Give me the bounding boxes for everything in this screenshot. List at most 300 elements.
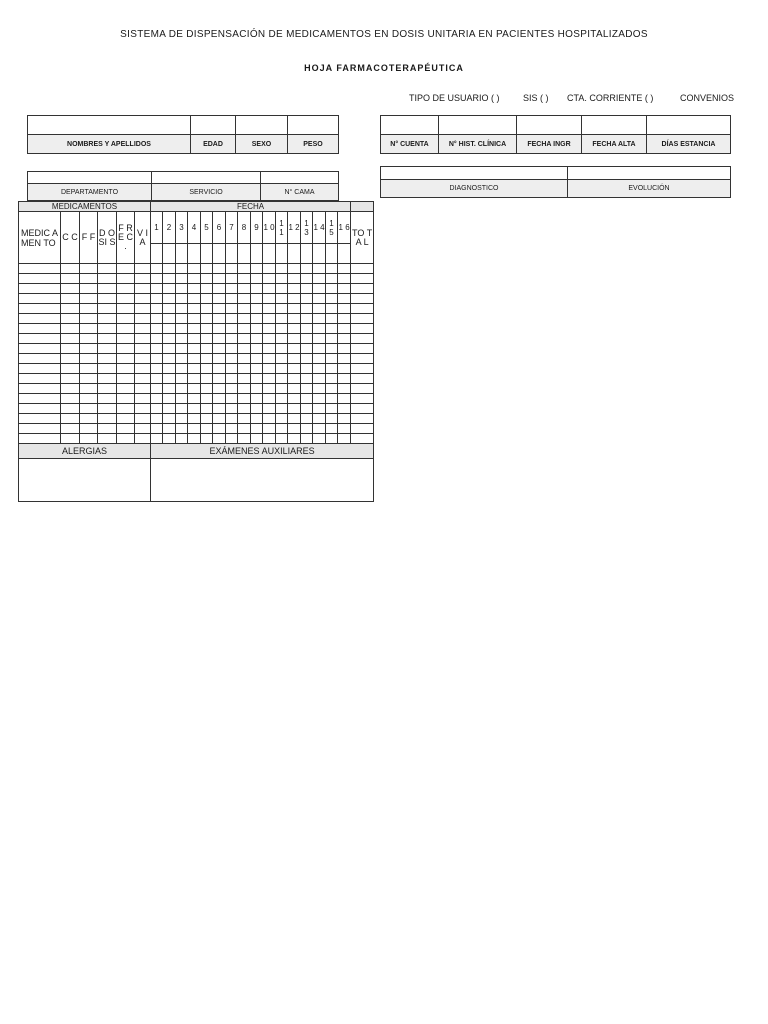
medication-cell[interactable] bbox=[61, 304, 80, 314]
medication-cell[interactable] bbox=[19, 424, 61, 434]
medication-cell[interactable] bbox=[226, 404, 238, 414]
medication-cell[interactable] bbox=[98, 434, 117, 444]
medication-cell[interactable] bbox=[238, 324, 251, 334]
medication-cell[interactable] bbox=[135, 344, 151, 354]
medication-cell[interactable] bbox=[117, 274, 135, 284]
medication-cell[interactable] bbox=[151, 354, 163, 364]
medication-cell[interactable] bbox=[188, 294, 201, 304]
medication-cell[interactable] bbox=[288, 424, 301, 434]
medication-cell[interactable] bbox=[151, 294, 163, 304]
medication-cell[interactable] bbox=[251, 284, 263, 294]
medication-cell[interactable] bbox=[338, 374, 351, 384]
medication-cell[interactable] bbox=[98, 344, 117, 354]
medication-cell[interactable] bbox=[326, 274, 338, 284]
medication-cell[interactable] bbox=[201, 414, 213, 424]
medication-cell[interactable] bbox=[226, 274, 238, 284]
medication-cell[interactable] bbox=[276, 344, 288, 354]
medication-cell[interactable] bbox=[288, 314, 301, 324]
medication-cell[interactable] bbox=[176, 374, 188, 384]
medication-cell[interactable] bbox=[313, 404, 326, 414]
medication-cell[interactable] bbox=[80, 354, 98, 364]
medication-cell[interactable] bbox=[351, 424, 374, 434]
medication-cell[interactable] bbox=[213, 434, 226, 444]
medication-cell[interactable] bbox=[251, 414, 263, 424]
medication-cell[interactable] bbox=[176, 384, 188, 394]
medication-cell[interactable] bbox=[176, 364, 188, 374]
medication-cell[interactable] bbox=[135, 314, 151, 324]
medication-cell[interactable] bbox=[251, 384, 263, 394]
medication-cell[interactable] bbox=[338, 404, 351, 414]
medication-cell[interactable] bbox=[19, 364, 61, 374]
medication-cell[interactable] bbox=[201, 294, 213, 304]
nombres-field[interactable] bbox=[28, 116, 191, 135]
medication-cell[interactable] bbox=[163, 414, 176, 424]
medication-cell[interactable] bbox=[176, 334, 188, 344]
medication-cell[interactable] bbox=[351, 404, 374, 414]
medication-cell[interactable] bbox=[263, 404, 276, 414]
medication-cell[interactable] bbox=[19, 394, 61, 404]
medication-cell[interactable] bbox=[326, 404, 338, 414]
medication-cell[interactable] bbox=[188, 284, 201, 294]
medication-cell[interactable] bbox=[226, 304, 238, 314]
medication-cell[interactable] bbox=[61, 314, 80, 324]
medication-cell[interactable] bbox=[263, 324, 276, 334]
medication-cell[interactable] bbox=[288, 344, 301, 354]
medication-cell[interactable] bbox=[213, 394, 226, 404]
medication-cell[interactable] bbox=[188, 414, 201, 424]
medication-cell[interactable] bbox=[201, 404, 213, 414]
medication-cell[interactable] bbox=[80, 264, 98, 274]
medication-cell[interactable] bbox=[80, 364, 98, 374]
medication-cell[interactable] bbox=[188, 434, 201, 444]
medication-cell[interactable] bbox=[61, 264, 80, 274]
medication-cell[interactable] bbox=[98, 364, 117, 374]
medication-cell[interactable] bbox=[313, 314, 326, 324]
medication-cell[interactable] bbox=[188, 264, 201, 274]
medication-cell[interactable] bbox=[276, 364, 288, 374]
medication-cell[interactable] bbox=[19, 374, 61, 384]
medication-cell[interactable] bbox=[135, 384, 151, 394]
medication-cell[interactable] bbox=[301, 404, 313, 414]
medication-cell[interactable] bbox=[351, 314, 374, 324]
medication-cell[interactable] bbox=[276, 264, 288, 274]
medication-cell[interactable] bbox=[213, 334, 226, 344]
medication-cell[interactable] bbox=[213, 314, 226, 324]
medication-cell[interactable] bbox=[151, 374, 163, 384]
medication-cell[interactable] bbox=[80, 404, 98, 414]
medication-cell[interactable] bbox=[117, 324, 135, 334]
medication-cell[interactable] bbox=[226, 414, 238, 424]
medication-cell[interactable] bbox=[117, 414, 135, 424]
medication-cell[interactable] bbox=[151, 284, 163, 294]
medication-cell[interactable] bbox=[338, 394, 351, 404]
medication-cell[interactable] bbox=[163, 394, 176, 404]
medication-cell[interactable] bbox=[326, 434, 338, 444]
medication-cell[interactable] bbox=[326, 294, 338, 304]
medication-cell[interactable] bbox=[301, 334, 313, 344]
medication-cell[interactable] bbox=[98, 314, 117, 324]
medication-cell[interactable] bbox=[238, 334, 251, 344]
medication-cell[interactable] bbox=[238, 264, 251, 274]
medication-cell[interactable] bbox=[98, 374, 117, 384]
medication-cell[interactable] bbox=[351, 374, 374, 384]
peso-field[interactable] bbox=[288, 116, 339, 135]
medication-cell[interactable] bbox=[176, 344, 188, 354]
medication-cell[interactable] bbox=[226, 284, 238, 294]
medication-cell[interactable] bbox=[19, 314, 61, 324]
medication-cell[interactable] bbox=[61, 334, 80, 344]
medication-cell[interactable] bbox=[226, 384, 238, 394]
medication-cell[interactable] bbox=[351, 334, 374, 344]
medication-cell[interactable] bbox=[301, 414, 313, 424]
day-blank-cell[interactable] bbox=[188, 244, 201, 264]
medication-cell[interactable] bbox=[301, 314, 313, 324]
medication-cell[interactable] bbox=[61, 384, 80, 394]
medication-cell[interactable] bbox=[263, 304, 276, 314]
medication-cell[interactable] bbox=[338, 384, 351, 394]
medication-cell[interactable] bbox=[176, 314, 188, 324]
medication-cell[interactable] bbox=[313, 344, 326, 354]
medication-cell[interactable] bbox=[326, 344, 338, 354]
day-blank-cell[interactable] bbox=[288, 244, 301, 264]
medication-cell[interactable] bbox=[61, 394, 80, 404]
medication-cell[interactable] bbox=[163, 364, 176, 374]
medication-cell[interactable] bbox=[19, 334, 61, 344]
medication-cell[interactable] bbox=[238, 274, 251, 284]
medication-cell[interactable] bbox=[251, 334, 263, 344]
medication-cell[interactable] bbox=[176, 424, 188, 434]
medication-cell[interactable] bbox=[98, 294, 117, 304]
medication-cell[interactable] bbox=[301, 274, 313, 284]
medication-cell[interactable] bbox=[351, 344, 374, 354]
medication-cell[interactable] bbox=[238, 404, 251, 414]
medication-cell[interactable] bbox=[213, 414, 226, 424]
medication-cell[interactable] bbox=[338, 324, 351, 334]
medication-cell[interactable] bbox=[151, 424, 163, 434]
medication-cell[interactable] bbox=[338, 294, 351, 304]
medication-cell[interactable] bbox=[117, 394, 135, 404]
medication-cell[interactable] bbox=[201, 284, 213, 294]
medication-cell[interactable] bbox=[238, 294, 251, 304]
medication-cell[interactable] bbox=[301, 434, 313, 444]
medication-cell[interactable] bbox=[263, 434, 276, 444]
day-blank-cell[interactable] bbox=[276, 244, 288, 264]
medication-cell[interactable] bbox=[288, 384, 301, 394]
medication-cell[interactable] bbox=[313, 304, 326, 314]
medication-cell[interactable] bbox=[251, 274, 263, 284]
medication-cell[interactable] bbox=[276, 294, 288, 304]
medication-cell[interactable] bbox=[313, 364, 326, 374]
medication-cell[interactable] bbox=[338, 274, 351, 284]
medication-cell[interactable] bbox=[163, 264, 176, 274]
medication-cell[interactable] bbox=[135, 394, 151, 404]
medication-cell[interactable] bbox=[98, 404, 117, 414]
medication-cell[interactable] bbox=[326, 334, 338, 344]
medication-cell[interactable] bbox=[19, 264, 61, 274]
medication-cell[interactable] bbox=[288, 404, 301, 414]
medication-cell[interactable] bbox=[288, 304, 301, 314]
medication-cell[interactable] bbox=[98, 264, 117, 274]
medication-cell[interactable] bbox=[238, 354, 251, 364]
medication-cell[interactable] bbox=[201, 384, 213, 394]
medication-cell[interactable] bbox=[226, 424, 238, 434]
medication-cell[interactable] bbox=[263, 294, 276, 304]
medication-cell[interactable] bbox=[188, 364, 201, 374]
medication-cell[interactable] bbox=[326, 264, 338, 274]
medication-cell[interactable] bbox=[351, 394, 374, 404]
medication-cell[interactable] bbox=[326, 314, 338, 324]
medication-cell[interactable] bbox=[201, 364, 213, 374]
medication-cell[interactable] bbox=[313, 424, 326, 434]
medication-cell[interactable] bbox=[80, 314, 98, 324]
medication-cell[interactable] bbox=[117, 334, 135, 344]
medication-cell[interactable] bbox=[226, 374, 238, 384]
medication-cell[interactable] bbox=[151, 434, 163, 444]
medication-cell[interactable] bbox=[238, 284, 251, 294]
medication-cell[interactable] bbox=[251, 344, 263, 354]
medication-cell[interactable] bbox=[276, 424, 288, 434]
medication-cell[interactable] bbox=[251, 314, 263, 324]
medication-cell[interactable] bbox=[201, 354, 213, 364]
medication-cell[interactable] bbox=[226, 434, 238, 444]
medication-cell[interactable] bbox=[326, 394, 338, 404]
medication-cell[interactable] bbox=[117, 344, 135, 354]
medication-cell[interactable] bbox=[80, 434, 98, 444]
medication-cell[interactable] bbox=[263, 414, 276, 424]
medication-cell[interactable] bbox=[338, 264, 351, 274]
medication-cell[interactable] bbox=[201, 394, 213, 404]
medication-cell[interactable] bbox=[201, 324, 213, 334]
day-blank-cell[interactable] bbox=[251, 244, 263, 264]
medication-cell[interactable] bbox=[351, 304, 374, 314]
medication-cell[interactable] bbox=[80, 414, 98, 424]
medication-cell[interactable] bbox=[117, 424, 135, 434]
medication-cell[interactable] bbox=[61, 324, 80, 334]
medication-cell[interactable] bbox=[338, 424, 351, 434]
medication-cell[interactable] bbox=[135, 364, 151, 374]
day-blank-cell[interactable] bbox=[263, 244, 276, 264]
medication-cell[interactable] bbox=[251, 394, 263, 404]
medication-cell[interactable] bbox=[176, 294, 188, 304]
medication-cell[interactable] bbox=[151, 414, 163, 424]
medication-cell[interactable] bbox=[98, 424, 117, 434]
medication-cell[interactable] bbox=[288, 284, 301, 294]
medication-cell[interactable] bbox=[263, 264, 276, 274]
medication-cell[interactable] bbox=[326, 424, 338, 434]
medication-cell[interactable] bbox=[80, 394, 98, 404]
medication-cell[interactable] bbox=[151, 304, 163, 314]
medication-cell[interactable] bbox=[263, 364, 276, 374]
medication-cell[interactable] bbox=[19, 344, 61, 354]
medication-cell[interactable] bbox=[276, 304, 288, 314]
medication-cell[interactable] bbox=[98, 394, 117, 404]
medication-cell[interactable] bbox=[188, 314, 201, 324]
medication-cell[interactable] bbox=[226, 364, 238, 374]
medication-cell[interactable] bbox=[288, 394, 301, 404]
medication-cell[interactable] bbox=[351, 274, 374, 284]
medication-cell[interactable] bbox=[80, 324, 98, 334]
medication-cell[interactable] bbox=[135, 434, 151, 444]
medication-cell[interactable] bbox=[276, 394, 288, 404]
medication-cell[interactable] bbox=[263, 284, 276, 294]
departamento-field[interactable] bbox=[28, 172, 152, 184]
medication-cell[interactable] bbox=[163, 404, 176, 414]
medication-cell[interactable] bbox=[251, 324, 263, 334]
medication-cell[interactable] bbox=[213, 344, 226, 354]
medication-cell[interactable] bbox=[19, 324, 61, 334]
medication-cell[interactable] bbox=[263, 354, 276, 364]
medication-cell[interactable] bbox=[151, 394, 163, 404]
medication-cell[interactable] bbox=[163, 314, 176, 324]
medication-cell[interactable] bbox=[163, 284, 176, 294]
medication-cell[interactable] bbox=[98, 414, 117, 424]
medication-cell[interactable] bbox=[276, 284, 288, 294]
medication-cell[interactable] bbox=[151, 264, 163, 274]
medication-cell[interactable] bbox=[61, 274, 80, 284]
medication-cell[interactable] bbox=[201, 374, 213, 384]
medication-cell[interactable] bbox=[188, 384, 201, 394]
medication-cell[interactable] bbox=[135, 404, 151, 414]
medication-cell[interactable] bbox=[238, 364, 251, 374]
medication-cell[interactable] bbox=[19, 414, 61, 424]
medication-cell[interactable] bbox=[338, 334, 351, 344]
medication-cell[interactable] bbox=[98, 274, 117, 284]
medication-cell[interactable] bbox=[98, 334, 117, 344]
sexo-field[interactable] bbox=[236, 116, 288, 135]
medication-cell[interactable] bbox=[188, 374, 201, 384]
medication-cell[interactable] bbox=[61, 374, 80, 384]
medication-cell[interactable] bbox=[251, 404, 263, 414]
medication-cell[interactable] bbox=[251, 374, 263, 384]
medication-cell[interactable] bbox=[288, 264, 301, 274]
medication-cell[interactable] bbox=[288, 294, 301, 304]
medication-cell[interactable] bbox=[238, 314, 251, 324]
medication-cell[interactable] bbox=[313, 434, 326, 444]
medication-cell[interactable] bbox=[201, 314, 213, 324]
medication-cell[interactable] bbox=[188, 324, 201, 334]
medication-cell[interactable] bbox=[338, 284, 351, 294]
medication-cell[interactable] bbox=[213, 384, 226, 394]
medication-cell[interactable] bbox=[61, 414, 80, 424]
medication-cell[interactable] bbox=[61, 364, 80, 374]
medication-cell[interactable] bbox=[226, 394, 238, 404]
medication-cell[interactable] bbox=[301, 424, 313, 434]
medication-cell[interactable] bbox=[338, 304, 351, 314]
medication-cell[interactable] bbox=[301, 364, 313, 374]
medication-cell[interactable] bbox=[213, 274, 226, 284]
hist-clinica-field[interactable] bbox=[439, 116, 517, 135]
medication-cell[interactable] bbox=[19, 304, 61, 314]
medication-cell[interactable] bbox=[80, 424, 98, 434]
day-blank-cell[interactable] bbox=[201, 244, 213, 264]
medication-cell[interactable] bbox=[117, 404, 135, 414]
medication-cell[interactable] bbox=[238, 414, 251, 424]
medication-cell[interactable] bbox=[117, 374, 135, 384]
medication-cell[interactable] bbox=[226, 344, 238, 354]
medication-cell[interactable] bbox=[338, 414, 351, 424]
medication-cell[interactable] bbox=[117, 434, 135, 444]
medication-cell[interactable] bbox=[151, 384, 163, 394]
medication-cell[interactable] bbox=[213, 374, 226, 384]
medication-cell[interactable] bbox=[117, 364, 135, 374]
cama-field[interactable] bbox=[261, 172, 339, 184]
medication-cell[interactable] bbox=[201, 264, 213, 274]
medication-cell[interactable] bbox=[19, 294, 61, 304]
medication-cell[interactable] bbox=[19, 274, 61, 284]
dias-estancia-field[interactable] bbox=[647, 116, 731, 135]
medication-cell[interactable] bbox=[213, 264, 226, 274]
medication-cell[interactable] bbox=[151, 404, 163, 414]
medication-cell[interactable] bbox=[201, 424, 213, 434]
medication-cell[interactable] bbox=[288, 354, 301, 364]
medication-cell[interactable] bbox=[288, 364, 301, 374]
medication-cell[interactable] bbox=[80, 294, 98, 304]
medication-cell[interactable] bbox=[313, 354, 326, 364]
medication-cell[interactable] bbox=[226, 334, 238, 344]
medication-cell[interactable] bbox=[98, 384, 117, 394]
day-blank-cell[interactable] bbox=[238, 244, 251, 264]
medication-cell[interactable] bbox=[213, 284, 226, 294]
day-blank-cell[interactable] bbox=[338, 244, 351, 264]
medication-cell[interactable] bbox=[163, 334, 176, 344]
medication-cell[interactable] bbox=[301, 344, 313, 354]
medication-cell[interactable] bbox=[151, 344, 163, 354]
medication-cell[interactable] bbox=[263, 334, 276, 344]
medication-cell[interactable] bbox=[263, 344, 276, 354]
medication-cell[interactable] bbox=[98, 304, 117, 314]
medication-cell[interactable] bbox=[288, 334, 301, 344]
medication-cell[interactable] bbox=[163, 324, 176, 334]
medication-cell[interactable] bbox=[263, 314, 276, 324]
medication-cell[interactable] bbox=[251, 294, 263, 304]
medication-cell[interactable] bbox=[313, 334, 326, 344]
medication-cell[interactable] bbox=[326, 384, 338, 394]
medication-cell[interactable] bbox=[201, 344, 213, 354]
medication-cell[interactable] bbox=[313, 384, 326, 394]
medication-cell[interactable] bbox=[135, 294, 151, 304]
medication-cell[interactable] bbox=[313, 274, 326, 284]
medication-cell[interactable] bbox=[338, 434, 351, 444]
medication-cell[interactable] bbox=[80, 344, 98, 354]
medication-cell[interactable] bbox=[326, 364, 338, 374]
medication-cell[interactable] bbox=[288, 274, 301, 284]
medication-cell[interactable] bbox=[188, 394, 201, 404]
medication-cell[interactable] bbox=[301, 294, 313, 304]
medication-cell[interactable] bbox=[301, 284, 313, 294]
medication-cell[interactable] bbox=[176, 274, 188, 284]
medication-cell[interactable] bbox=[251, 364, 263, 374]
medication-cell[interactable] bbox=[135, 334, 151, 344]
medication-cell[interactable] bbox=[80, 284, 98, 294]
medication-cell[interactable] bbox=[213, 294, 226, 304]
medication-cell[interactable] bbox=[135, 374, 151, 384]
medication-cell[interactable] bbox=[117, 354, 135, 364]
medication-cell[interactable] bbox=[238, 344, 251, 354]
medication-cell[interactable] bbox=[188, 304, 201, 314]
medication-cell[interactable] bbox=[151, 324, 163, 334]
medication-cell[interactable] bbox=[351, 354, 374, 364]
medication-cell[interactable] bbox=[326, 284, 338, 294]
medication-cell[interactable] bbox=[263, 394, 276, 404]
medication-cell[interactable] bbox=[19, 434, 61, 444]
medication-cell[interactable] bbox=[238, 384, 251, 394]
medication-cell[interactable] bbox=[301, 384, 313, 394]
medication-cell[interactable] bbox=[351, 264, 374, 274]
medication-cell[interactable] bbox=[151, 364, 163, 374]
medication-cell[interactable] bbox=[301, 354, 313, 364]
fecha-alta-field[interactable] bbox=[582, 116, 647, 135]
medication-cell[interactable] bbox=[351, 364, 374, 374]
